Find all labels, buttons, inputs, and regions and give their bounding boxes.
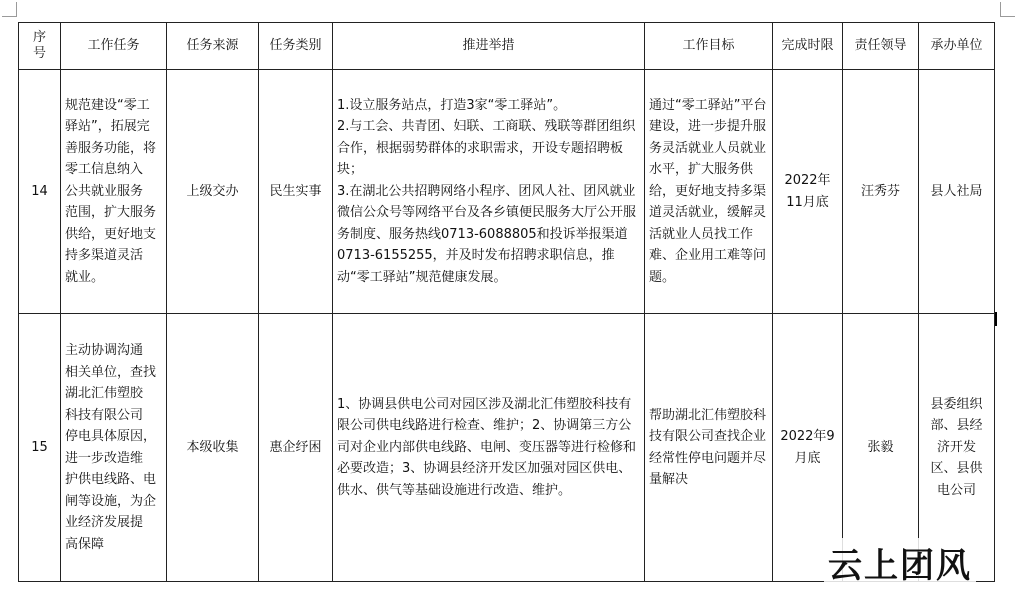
cell-seq: 14 xyxy=(19,70,61,314)
header-task: 工作任务 xyxy=(61,23,167,70)
cell-unit: 县人社局 xyxy=(919,70,995,314)
text-cursor xyxy=(995,312,997,326)
cell-measures xyxy=(333,314,645,582)
header-measures: 推进举措 xyxy=(333,23,645,70)
table-header xyxy=(19,23,995,70)
cell-goal: 帮助湖北汇伟塑胶科技有限公司查找企业经常性停电问题并尽量解决 xyxy=(645,314,773,582)
header-deadline: 完成时限 xyxy=(773,23,843,70)
header-leader: 责任领导 xyxy=(843,23,919,70)
measure-item: 1、协调县供电公司对园区涉及湖北汇伟塑胶科技有限公司供电线路进行检查、维护；2、协调第三方公司对企业内部供电线路、电闸、变压器等进行检修和必要改造；3、协调县经济开发区加强对园区供电、供水、供气等基础设施进行改造、维护。 xyxy=(337,396,637,498)
header-category: 任务类别 xyxy=(259,23,333,70)
task-table xyxy=(18,22,995,582)
cell-deadline: 2022年 11月底 xyxy=(773,70,843,314)
header-seq: 序 号 xyxy=(19,23,61,70)
cell-leader: 张毅 xyxy=(843,314,919,582)
table-row xyxy=(19,70,995,314)
header-goal: 工作目标 xyxy=(645,23,773,70)
cell-seq: 15 xyxy=(19,314,61,582)
cell-category: 民生实事 xyxy=(259,70,333,314)
cell-deadline: 2022年9 月底 xyxy=(773,314,843,582)
measure-item: 3.在湖北公共招聘网络小程序、团风人社、团风就业微信公众号等网络平台及各乡镇便民服务大厅公开服务制度、服务热线0713-6088805和投诉举报渠道0713-6155255，并及时发布招聘求职信息，推动“零工驿站”规范健康发展。 xyxy=(337,183,637,285)
cell-goal: 通过“零工驿站”平台建设，进一步提升服务灵活就业人员就业水平，扩大服务供给，更好地支持多渠道灵活就业，缓解灵活就业人员找工作难、企业用工难等问题。 xyxy=(645,70,773,314)
cell-source: 本级收集 xyxy=(167,314,259,582)
page-corner-mark xyxy=(1000,2,1015,17)
header-source: 任务来源 xyxy=(167,23,259,70)
cell-category: 惠企纾困 xyxy=(259,314,333,582)
header-unit: 承办单位 xyxy=(919,23,995,70)
cell-leader: 汪秀芬 xyxy=(843,70,919,314)
watermark-logo: 云上团风 xyxy=(824,538,976,587)
page-corner-mark xyxy=(2,2,17,17)
measure-item: 1.设立服务站点，打造3家“零工驿站”。 xyxy=(337,97,567,113)
cell-task: 规范建设“零工 驿站”，拓展完 善服务功能，将 零工信息纳入 公共就业服务 范围，扩大服务 供给，更好地支 持多渠道灵活 就业。 xyxy=(61,70,167,314)
cell-measures xyxy=(333,70,645,314)
cell-source: 上级交办 xyxy=(167,70,259,314)
cell-unit: 县委组织 部、县经 济开发 区、县供 电公司 xyxy=(919,314,995,582)
measure-item: 2.与工会、共青团、妇联、工商联、残联等群团组织合作，根据弱势群体的求职需求，开设专题招聘板块； xyxy=(337,119,636,178)
cell-task: 主动协调沟通 相关单位，查找 湖北汇伟塑胶 科技有限公司 停电具体原因， 进一步改造维 护供电线路、电 闸等设施，为企 业经济发展提 高保障 xyxy=(61,314,167,582)
